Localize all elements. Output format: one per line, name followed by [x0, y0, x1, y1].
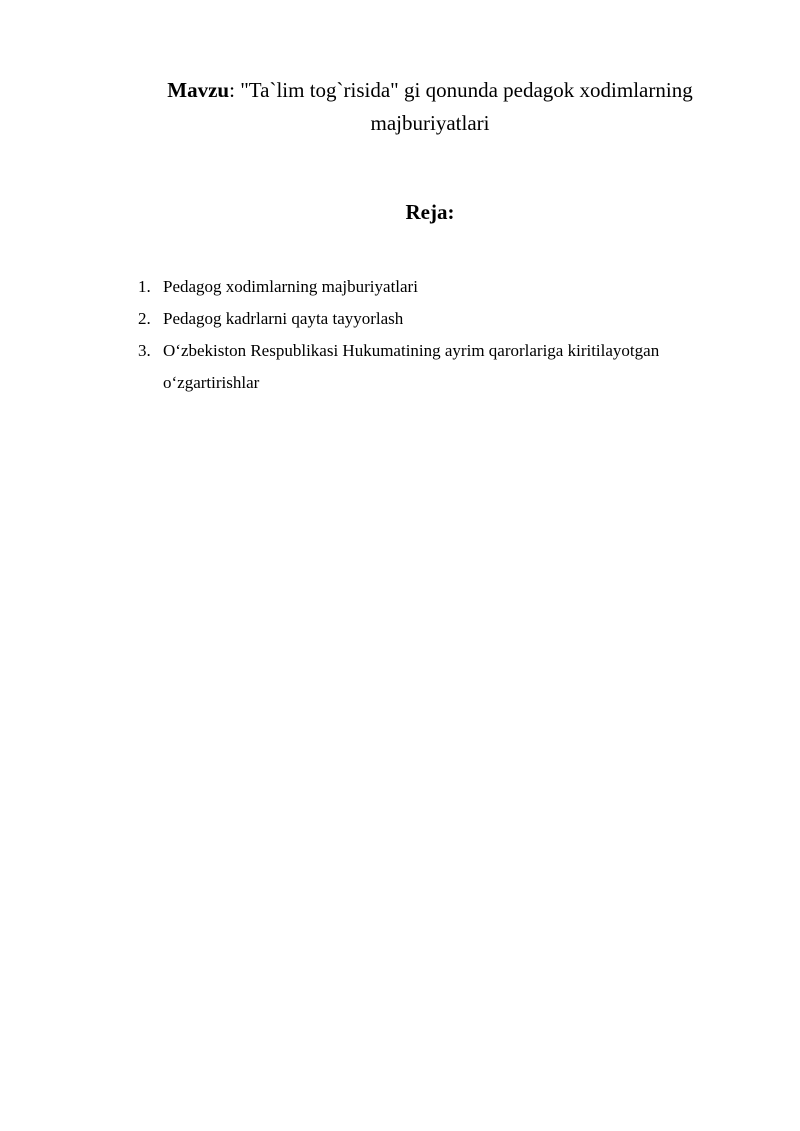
plan-item-number: 2. — [138, 309, 151, 328]
title-label: Mavzu — [167, 78, 230, 102]
plan-item — [138, 271, 738, 303]
plan-item-text: O‘zbekiston Respublikasi Hukumatining ayrim qarorlariga kiritilayotgan o‘zgartirishlar — [163, 341, 660, 392]
plan-item-text: Pedagog xodimlarning majburiyatlari — [163, 277, 418, 296]
title-line-2: majburiyatlari — [370, 111, 490, 135]
plan-list — [138, 271, 738, 399]
plan-item-number: 1. — [138, 277, 151, 296]
document-title — [130, 74, 730, 140]
title-separator: : — [229, 78, 241, 102]
plan-heading: Reja: — [405, 200, 455, 224]
plan-item-number: 3. — [138, 341, 151, 360]
plan-item — [138, 303, 738, 335]
plan-item-text: Pedagog kadrlarni qayta tayyorlash — [163, 309, 404, 328]
title-line-1: "Ta`lim tog`risida" gi qonunda pedagok xodimlarning — [240, 78, 693, 102]
plan-item — [138, 335, 738, 399]
